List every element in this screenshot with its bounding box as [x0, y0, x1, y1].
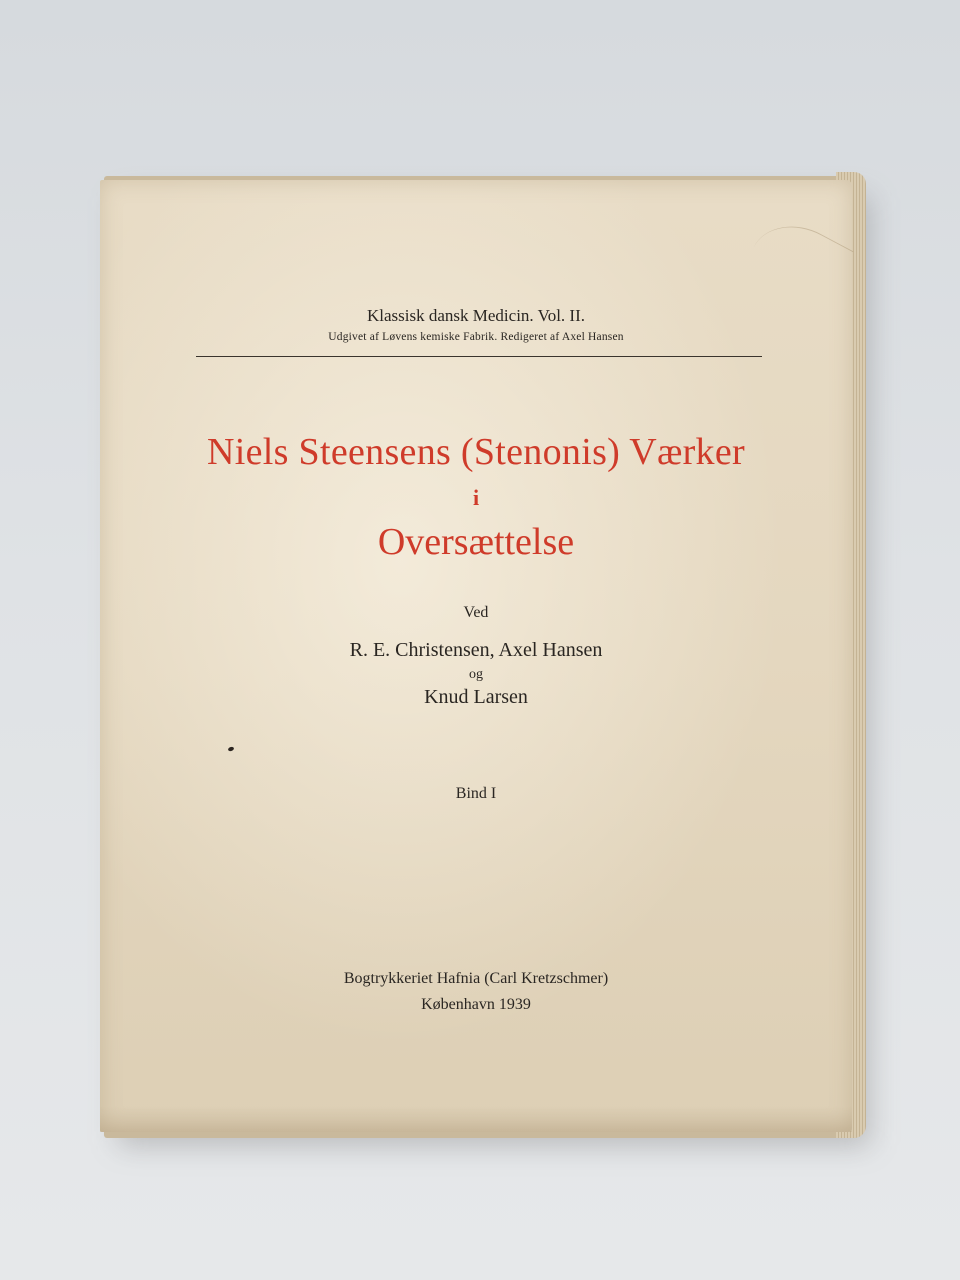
book-cover [100, 180, 852, 1132]
volume-label: Bind I [455, 785, 497, 802]
title-connector: i [472, 485, 480, 510]
place-year: København 1939 [421, 996, 531, 1013]
cover-crease [741, 209, 854, 314]
series-title: Klassisk dansk Medicin. Vol. II. [366, 306, 585, 325]
author-last: Knud Larsen [424, 686, 528, 708]
worn-bottom-edge [100, 1106, 852, 1132]
printer-line: Bogtrykkeriet Hafnia (Carl Kretzschmer) [343, 970, 609, 987]
publisher-line: Udgivet af Løvens kemiske Fabrik. Redigeret af Axel Hansen [328, 331, 624, 343]
and-label: og [469, 667, 483, 682]
book-subtitle: Oversættelse [377, 521, 575, 563]
authors-line: R. E. Christensen, Axel Hansen [349, 639, 603, 661]
by-label: Ved [463, 604, 489, 621]
book-title: Niels Steensens (Stenonis) Værker [207, 431, 745, 473]
ink-speck [227, 746, 234, 752]
divider-rule [196, 356, 762, 357]
